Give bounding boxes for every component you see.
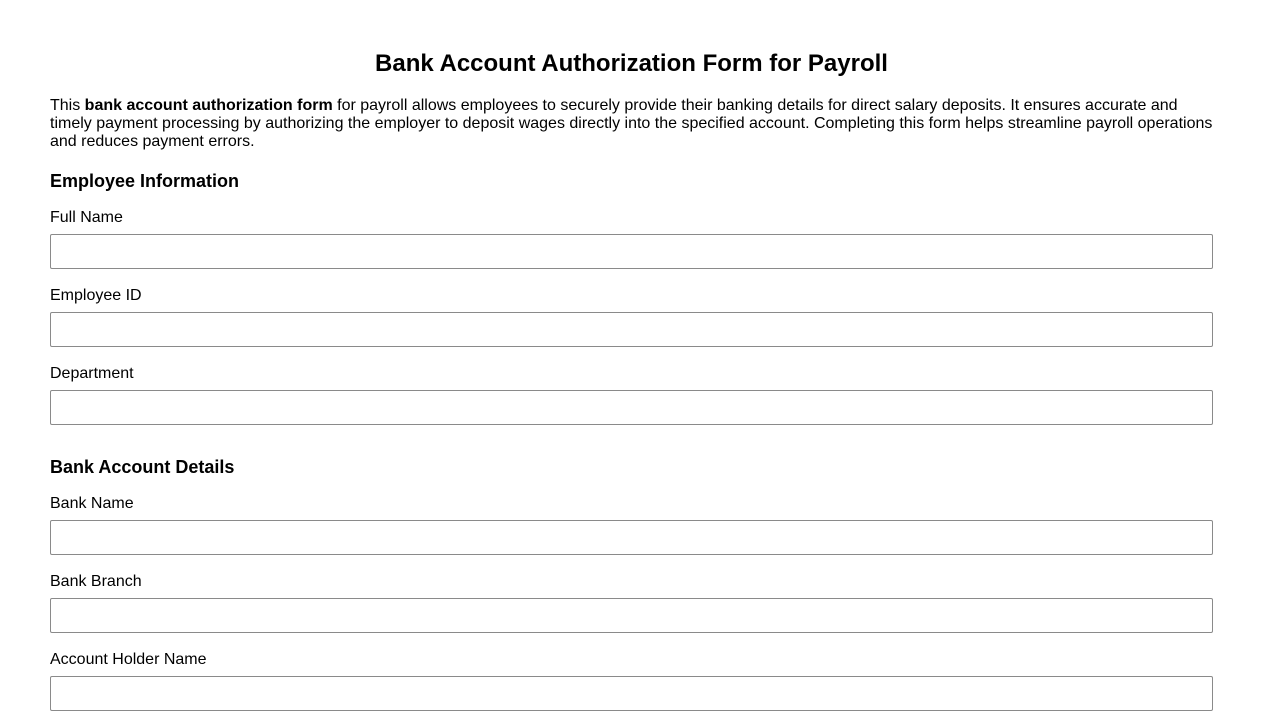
intro-bold-text: bank account authorization form (84, 97, 333, 114)
account-holder-name-field (50, 650, 1213, 711)
bank-branch-input[interactable] (50, 598, 1213, 633)
employee-id-input[interactable] (50, 312, 1213, 347)
bank-account-details-section (50, 456, 1213, 711)
bank-name-label: Bank Name (50, 495, 134, 512)
intro-prefix: This (50, 97, 85, 114)
department-input[interactable] (50, 390, 1213, 425)
account-holder-name-label: Account Holder Name (50, 651, 207, 668)
form-title: Bank Account Authorization Form for Payroll (375, 50, 888, 77)
account-holder-name-input[interactable] (50, 676, 1213, 711)
intro-suffix: for payroll allows employees to securely provide their banking details for direct salary deposits. It ensures accurate and timely payment processing by authorizing the employer to deposit wages directly into the specified account. Completing this form helps streamline payroll operations and reduces payment errors. (50, 97, 1213, 150)
section-heading-employee-information: Employee Information (50, 171, 240, 191)
department-label: Department (50, 365, 134, 382)
form-page (50, 0, 1213, 711)
employee-id-label: Employee ID (50, 287, 142, 304)
employee-information-section (50, 170, 1213, 425)
form-intro (50, 97, 1213, 151)
bank-branch-field (50, 572, 1213, 633)
bank-branch-label: Bank Branch (50, 573, 142, 590)
section-heading-bank-account-details: Bank Account Details (50, 457, 235, 477)
full-name-label: Full Name (50, 209, 123, 226)
bank-name-input[interactable] (50, 520, 1213, 555)
full-name-input[interactable] (50, 234, 1213, 269)
employee-id-field (50, 286, 1213, 347)
bank-name-field (50, 494, 1213, 555)
department-field (50, 364, 1213, 425)
full-name-field (50, 208, 1213, 269)
